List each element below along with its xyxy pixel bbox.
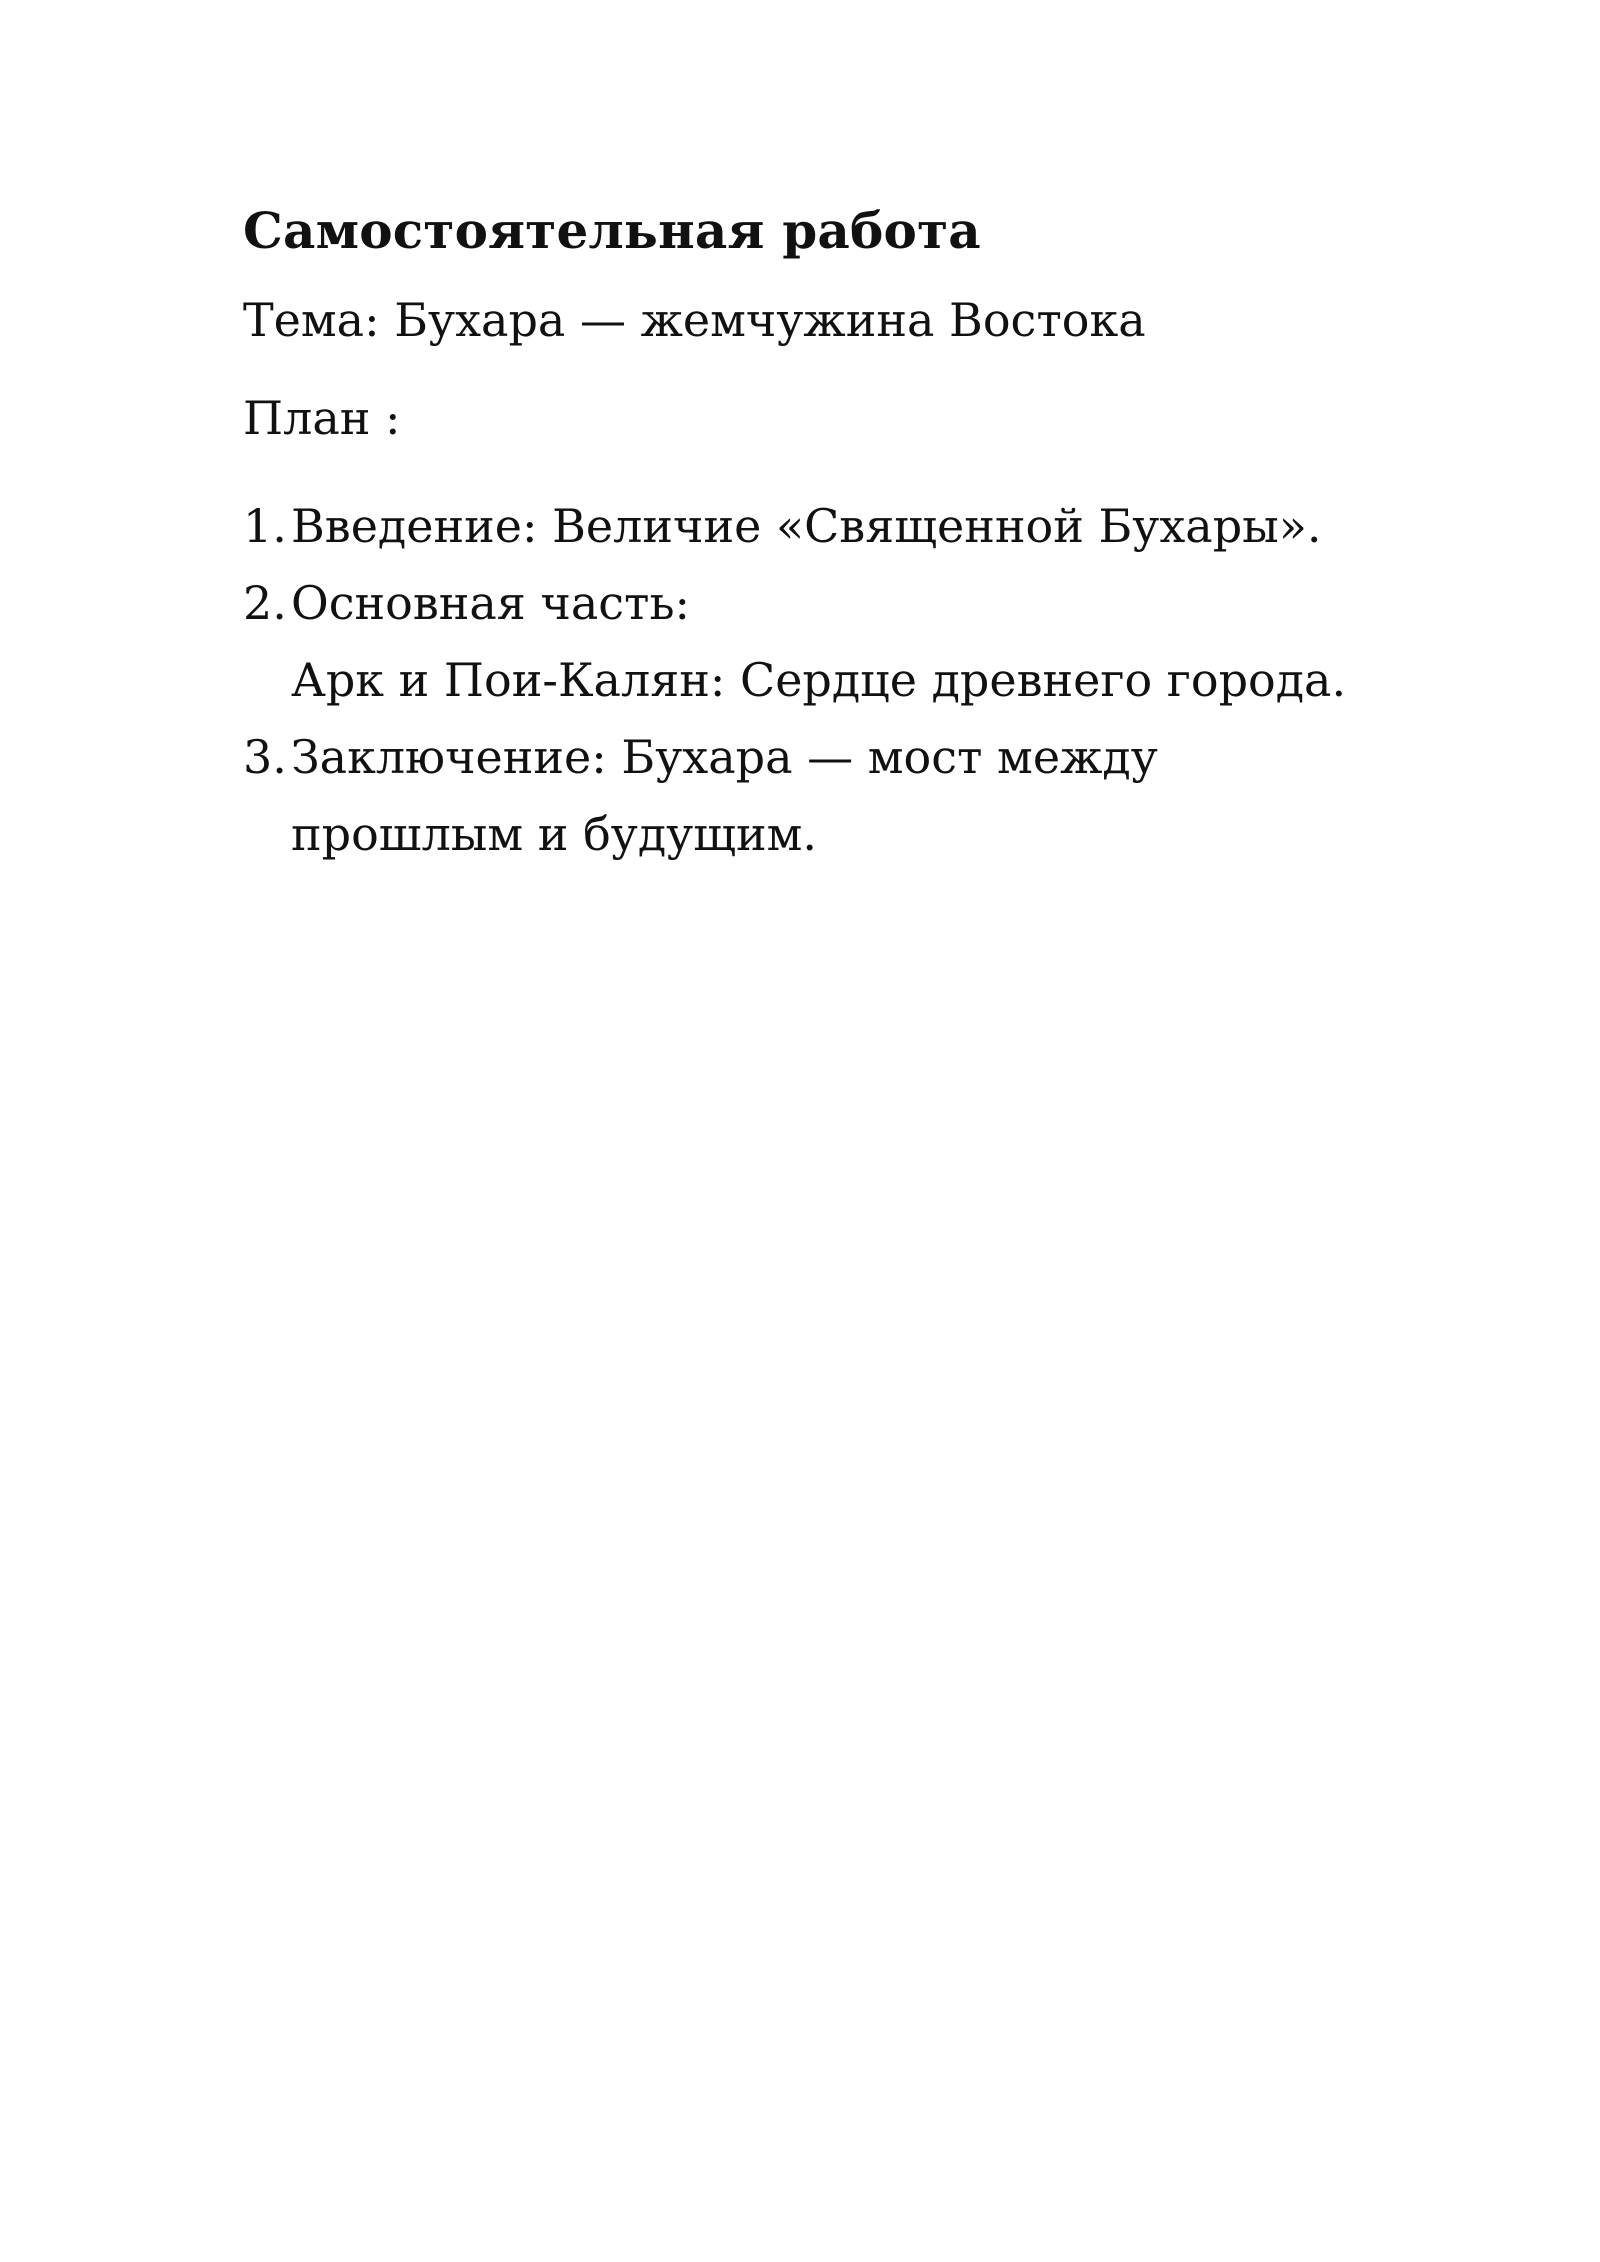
plan-item-main-part <box>243 565 1423 719</box>
plan-item-introduction <box>243 488 1423 565</box>
plan-item-number: 3. <box>243 730 287 784</box>
plan-item-line: прошлым и будущим. <box>291 807 818 861</box>
plan-item-conclusion <box>243 719 1423 873</box>
plan-item-line: Основная часть: <box>291 576 691 630</box>
plan-item-subline: Арк и Пои-Калян: Сердце древнего города. <box>291 653 1347 707</box>
plan-item-text <box>291 488 1423 565</box>
document-title: Самостоятельная работа <box>243 201 981 260</box>
plan-item-text <box>291 719 1423 873</box>
plan-item-text <box>291 565 1423 719</box>
plan-item-number: 1. <box>243 499 287 553</box>
document-topic: Тема: Бухара — жемчужина Востока <box>243 293 1146 347</box>
document-content <box>243 196 1423 873</box>
plan-item-line: Введение: Величие «Священной Бухары». <box>291 499 1322 553</box>
plan-list <box>243 488 1423 873</box>
plan-label: План : <box>243 391 401 445</box>
plan-item-number: 2. <box>243 576 287 630</box>
plan-item-line: Заключение: Бухара — мост между <box>291 730 1158 784</box>
